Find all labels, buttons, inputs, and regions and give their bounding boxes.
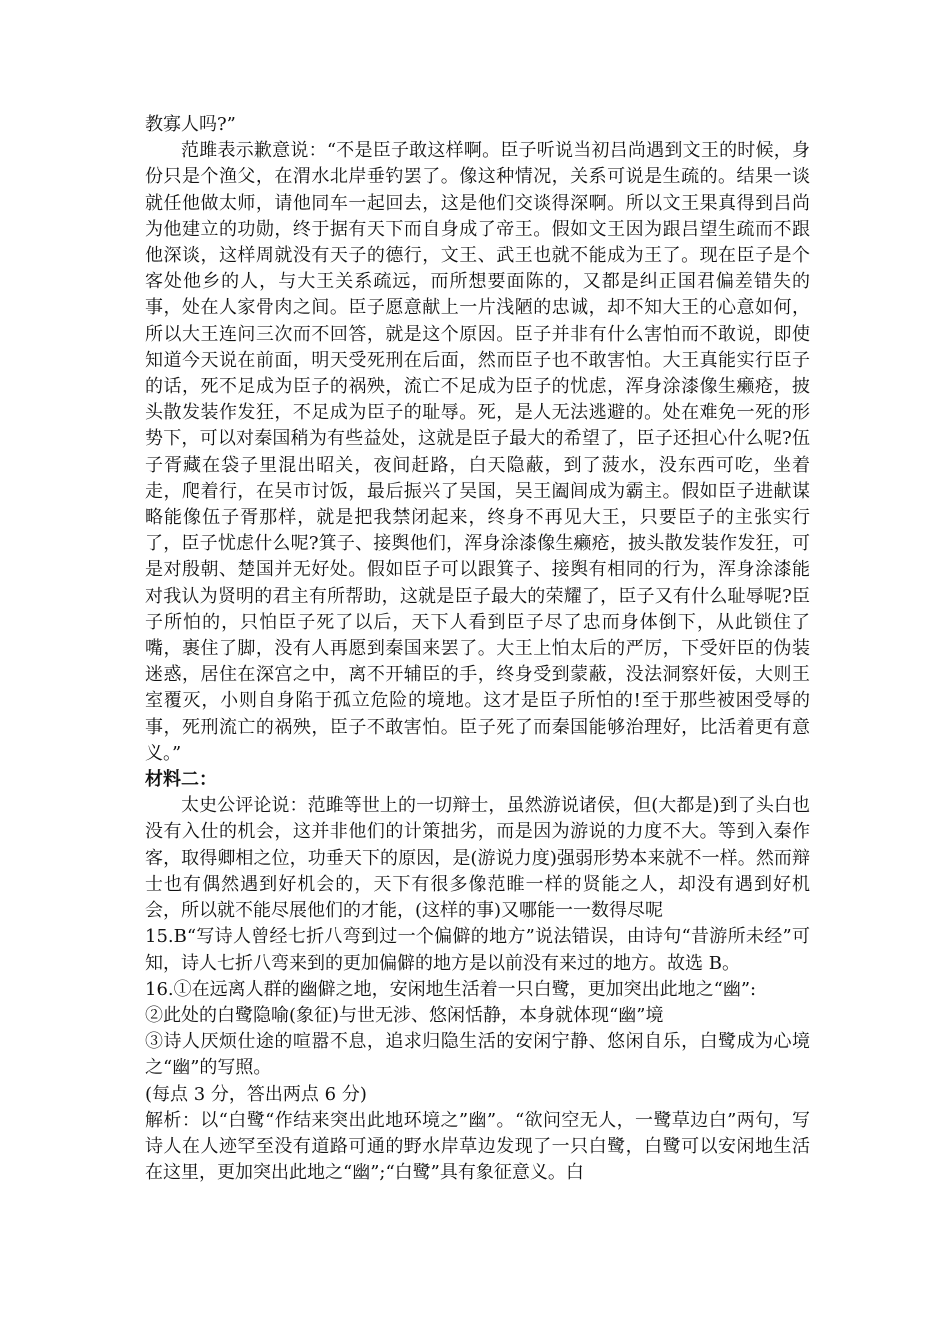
paragraph-taishigong-comment: 太史公评论说：范雎等世上的一切辩士，虽然游说诸侯，但(大都是)到了头白也没有入仕的机会，这并非他们的计策拙劣，而是因为游说的力度不大。等到入秦作客，取得卿相之位，功垂天下的原因，是(游说力度)强弱形势本来就不一样。然而辩士也有偶然遇到好机会的，天下有很多像范睢一样的贤能之人，却没有遇到好机会，所以就不能尽展他们的才能，(这样的事)又哪能一一数得尽呢 — [145, 795, 810, 922]
answer-question-15: 15.B“写诗人曾经七折八弯到过一个偏僻的地方”说法错误，由诗句“昔游所未经”可知，诗人七折八弯来到的更加偏僻的地方是以前没有来过的地方。故选 B。 — [145, 926, 810, 974]
answer-question-16-point-2: ②此处的白鹭隐喻(象征)与世无涉、悠闲恬静，本身就体现“幽”境 — [145, 1004, 664, 1026]
answer-question-16-point-3: ③诗人厌烦仕途的喧嚣不息，追求归隐生活的安闲宁静、悠闲自乐，白鹭成为心境之“幽”的写照。 — [145, 1031, 810, 1079]
text-line-opening: 教寡人吗?” — [145, 114, 236, 135]
analysis-paragraph: 解析：以“白鹭“作结来突出此地环境之”幽”。“欲问空无人，一鹭草边白”两句，写诗人在人迹罕至没有道路可通的野水岸草边发现了一只白鹭，白鹭可以安闲地生活在这里，更加突出此地之“幽”;“白鹭”具有象征意义。白 — [145, 1109, 810, 1184]
scoring-note: (每点 3 分，答出两点 6 分) — [145, 1083, 367, 1105]
section-heading-material-two: 材料二： — [145, 769, 217, 791]
answer-question-16-point-1: 16.①在远离人群的幽僻之地，安闲地生活着一只白鹭，更加突出此地之“幽”: — [145, 978, 757, 1000]
document-page — [145, 112, 810, 1186]
paragraph-fanju-apology: 范雎表示歉意说：“不是臣子敢这样啊。臣子听说当初吕尚遇到文王的时候，身份只是个渔父，在渭水北岸垂钓罢了。像这种情况，关系可说是生疏的。结果一谈就任他做太师，请他同车一起回去，这是他们交谈得深啊。所以文王果真得到吕尚为他建立的功勋，终于据有天下而自身成了帝王。假如文王因为跟吕望生疏而不跟他深谈，这样周就没有天子的德行，文王、武王也就不能成为王了。现在臣子是个客处他乡的人，与大王关系疏远，而所想要面陈的，又都是纠正国君偏差错失的事，处在人家骨肉之间。臣子愿意献上一片浅陋的忠诚，却不知大王的心意如何，所以大王连问三次而不回答，就是这个原因。臣子并非有什么害怕而不敢说，即使知道今天说在前面，明天受死刑在后面，然而臣子也不敢害怕。大王真能实行臣子的话，死不足成为臣子的祸殃，流亡不足成为臣子的忧虑，浑身涂漆像生癞疮，披头散发装作发狂，不足成为臣子的耻辱。死，是人无法逃避的。处在难免一死的形势下，可以对秦国稍为有些益处，这就是臣子最大的希望了，臣子还担心什么呢?伍子胥藏在袋子里混出昭关，夜间赶路，白天隐蔽，到了菠水，没东西可吃，坐着走，爬着行，在吴市讨饭，最后振兴了吴国，吴王阖闾成为霸主。假如臣子进献谋略能像伍子胥那样，就是把我禁闭起来，终身不再见大王，只要臣子的主张实行了，臣子忧虑什么呢?箕子、接舆他们，浑身涂漆像生癞疮，披头散发装作发狂，可是对殷朝、楚国并无好处。假如臣子可以跟箕子、接舆有相同的行为，浑身涂漆能对我认为贤明的君主有所帮助，这就是臣子最大的荣耀了，臣子又有什么耻辱呢?臣子所怕的，只怕臣子死了以后，天下人看到臣子尽了忠而身体倒下，从此锁住了嘴，裹住了脚，没有人再愿到秦国来罢了。大王上怕太后的严厉，下受奸臣的伪装迷惑，居住在深宫之中，离不开辅臣的手，终身受到蒙蔽，没法洞察奸佞，大则王室覆灭，小则自身陷于孤立危险的境地。这才是臣子所怕的!至于那些被困受辱的事，死刑流亡的祸殃，臣子不敢害怕。臣子死了而秦国能够治理好，比活着更有意义。” — [145, 140, 810, 764]
